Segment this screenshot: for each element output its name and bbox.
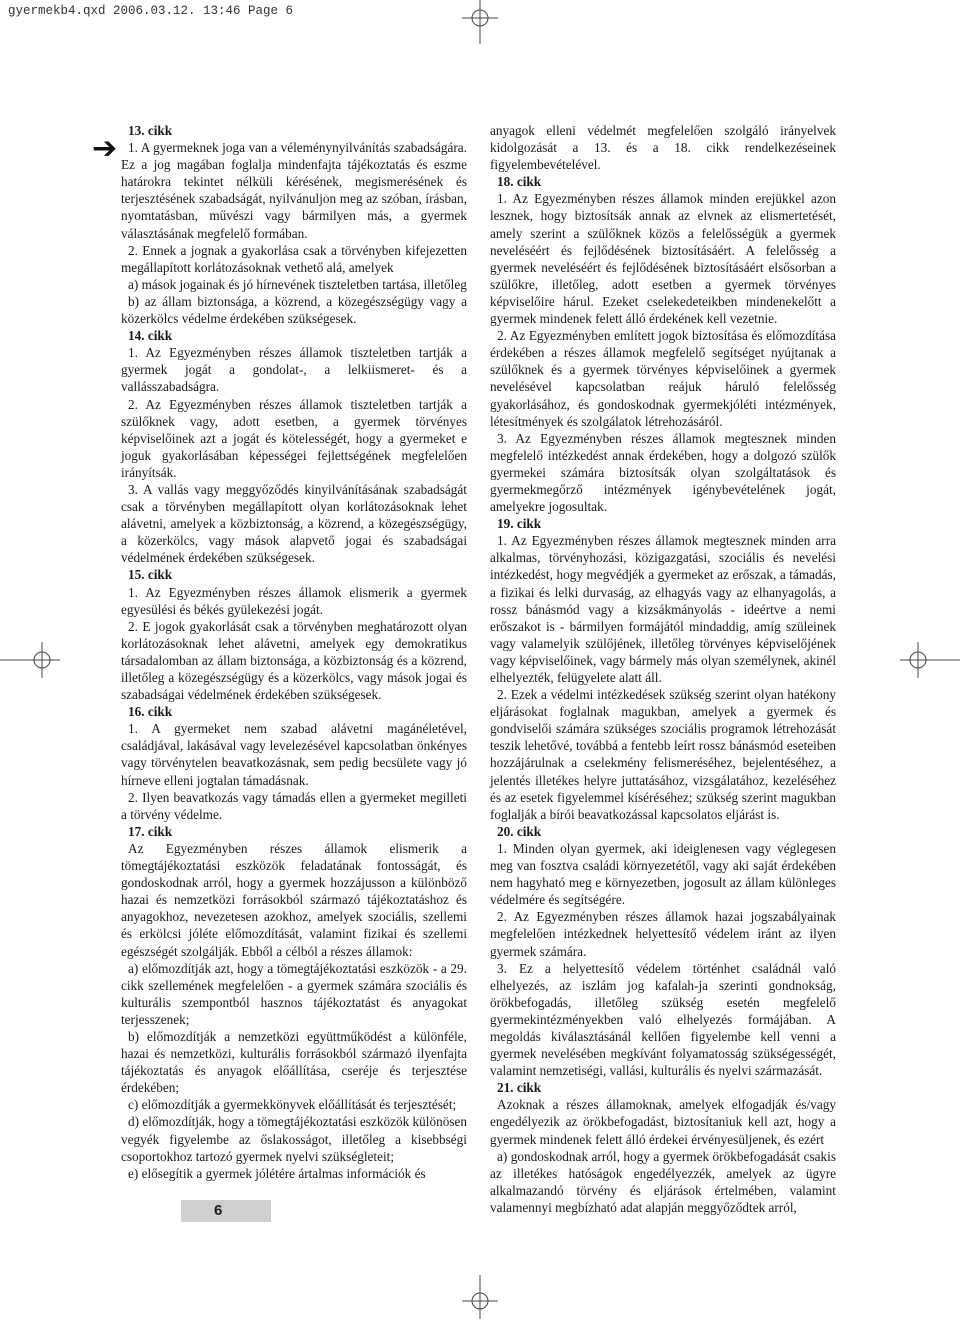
- paragraph: a) előmozdítják azt, hogy a tömegtájékoztatási eszközök - a 29. cikk szellemének megfelelően - a gyermek számára szociális és kulturális szempontból hasznos tájékoztatást és anyagokat terjesszenek;: [121, 960, 467, 1027]
- paragraph: 3. Az Egyezményben részes államok megtesznek minden megfelelő intézkedést annak érdekében, hogy a dolgozó szülők gyermekei számára biztosítsák olyan szolgáltatások és gyermekmegőrző intézmények igénybevételének jogát, amelyekre jogosultak.: [490, 430, 836, 515]
- paragraph: Az Egyezményben részes államok elismerik a tömegtájékoztatási eszközök feladatának fontosságát, és gondoskodnak arról, hogy a gyermek hozzájusson a különböző hazai és nemzetközi forrásokból származó tájékoztatáshoz és anyagokhoz, nevezetesen azokhoz, amelyek szociális, szellemi és erkölcsi jóléte előmozdítását, valamint fizikai és szellemi egészségét szolgálják. Ebből a célból a részes államok:: [121, 840, 467, 959]
- paragraph: 1. A gyermeket nem szabad alávetni magánéletével, családjával, lakásával vagy levelezésével kapcsolatban önkényes vagy törvénytelen beavatkozásnak, sem pedig becsülete vagy jó hírneve elleni jogtalan támadásnak.: [121, 721, 467, 788]
- article-heading: 14. cikk: [128, 328, 173, 344]
- paragraph: 2. Ezek a védelmi intézkedések szükség szerint olyan hatékony eljárásokat foglalnak magukban, amelyek a gyermek és gondviselői számára szükséges szociális programok létrehozását teszik lehetővé, továbbá a fentebb leírt rossz bánásmód eseteiben hozzájárulnak a cselekmény felismeréséhez, bejelentéséhez, a jelentés illetékes helyre juttatásához, vizsgálatához, kezeléséhez és az esetek figyelemmel kíséréséhez; szükség szerint magukban foglalják a bírói beavatkozással kapcsolatos eljárást is.: [490, 687, 836, 822]
- print-slug: gyermekb4.qxd 2006.03.12. 13:46 Page 6: [8, 4, 294, 18]
- left-text-column: [121, 122, 467, 1182]
- paragraph: c) előmozdítják a gyermekkönyvek előállítását és terjesztését;: [128, 1097, 457, 1113]
- crop-mark-right: [900, 620, 960, 700]
- page-number-box: [181, 1200, 271, 1222]
- article-heading: 21. cikk: [497, 1080, 542, 1096]
- paragraph: 1. Az Egyezményben részes államok megtesznek minden arra alkalmas, törvényhozási, közigazgatási, szociális és nevelési intézkedést, hogy megvédjék a gyermeket az erőszak, a támadás, a fizikai és lelki durvaság, az elhagyás vagy az elhanyagolás, a rossz bánásmód vagy a kizsákmányolás - ideértve a nemi erőszakot is - bármilyen formájától mindaddig, amíg szüleinek vagy valamelyik szülőjének, illetőleg törvényes képviselőjének vagy képviselőinek, vagy bármely más olyan személynek, akinél elhelyezték, felügyelete alatt áll.: [490, 533, 836, 685]
- article-heading: 19. cikk: [497, 516, 542, 532]
- paragraph: 2. Az Egyezményben részes államok hazai jogszabályainak megfelelően intézkednek helyettesítő védelem iránt az ilyen gyermek számára.: [490, 909, 836, 959]
- continued-paragraph: anyagok elleni védelmét megfelelően szolgáló irányelvek kidolgozását a 13. és a 18. cikk rendelkezéseinek figyelembevételével.: [490, 123, 836, 173]
- paragraph: a) mások jogainak és jó hírnevének tiszteletben tartása, illetőleg: [128, 276, 467, 292]
- paragraph: 1. Minden olyan gyermek, aki ideiglenesen vagy véglegesen meg van fosztva családi környezetétől, vagy aki saját érdekében nem hagyható meg e környezetben, jogosult az állam különleges védelmére és segítségére.: [490, 840, 836, 908]
- paragraph: a) gondoskodnak arról, hogy a gyermek örökbefogadását csakis az illetékes hatóságok engedélyezzék, amelyek az ügyre alkalmazandó törvény és eljárások értelmében, valamint valamennyi megbízható adat alapján meggyőződtek arról,: [490, 1148, 836, 1215]
- paragraph: 3. Ez a helyettesítő védelem történhet családnál való elhelyezés, az iszlám jog kafalah-ja szerinti gondnokság, örökbefogadás, illetőleg szükség esetén megfelelő gyermekintézményekben való elhelyezés formájában. A megoldás kiválasztásánál kellően figyelembe kell venni a gyermek nevelésében megkívánt folyamatosság szükségességét, valamint nemzetiségi, vallási, kulturális és nyelvi származását.: [490, 960, 836, 1079]
- article-heading: 13. cikk: [128, 123, 173, 138]
- paragraph: d) előmozdítják, hogy a tömegtájékoztatási eszközök különösen vegyék figyelembe az őslakosságot, illetőleg a kisebbségi csoportokhoz tartozó gyermek nyelvi szükségleteit;: [121, 1114, 467, 1164]
- article-heading: 15. cikk: [128, 567, 173, 583]
- paragraph: 2. Ilyen beavatkozás vagy támadás ellen a gyermeket megilleti a törvény védelme.: [121, 789, 467, 822]
- paragraph: 2. Az Egyezményben részes államok tiszteletben tartják a szülőknek vagy, adott esetben, a gyermek törvényes képviselőinek azt a jogát és kötelességét, hogy a gyermeket e joguk gyakorlásában képességei fejlettségének megfelelően irányítsák.: [121, 396, 467, 480]
- crop-mark-top: [440, 0, 520, 44]
- paragraph: b) az állam biztonsága, a közrend, a közegészségügy vagy a közerkölcs védelme érdekében szükségesek.: [121, 293, 467, 327]
- article-heading: 17. cikk: [128, 823, 173, 839]
- paragraph: 1. Az Egyezményben részes államok minden erejükkel azon lesznek, hogy biztosítsák annak az elvnek az elismertetését, amely szerint a szülőknek közös a felelősségük a gyermek neveléséért és fejlődésének biztosításáért. A felelősség a gyermek neveléséért és fejlődésének biztosításáért elsősorban a szülőkre, illetőleg, adott esetben a gyermek törvényes képviselőire hárul. Ezeket cselekedeteikben mindenekelőtt a gyermek mindenek felett álló érdekének kell vezetnie.: [490, 191, 836, 327]
- paragraph: Azoknak a részes államoknak, amelyek elfogadják és/vagy engedélyezik az örökbefogadást, biztosítaniuk kell azt, hogy a gyermek mindenek felett álló érdekei érvényesüljenek, és ezért: [490, 1097, 836, 1147]
- paragraph: 3. A vallás vagy meggyőződés kinyilvánításának szabadságát csak a törvényben megállapított olyan korlátozásoknak lehet alávetni, amelyek a közbiztonság, a közrend, a közegészségügy, a közerkölcs, vagy mások alapvető jogai és szabadságai védelmének érdekében szükségesek.: [121, 481, 467, 566]
- arrow-right-icon: ➔: [92, 131, 118, 166]
- article-heading: 16. cikk: [128, 704, 173, 720]
- paragraph: 1. Az Egyezményben részes államok tiszteletben tartják a gyermek jogát a gondolat-, a lelkiismeret- és a vallásszabadságra.: [121, 345, 467, 395]
- paragraph: e) elősegítik a gyermek jólétére ártalmas információk és: [128, 1165, 426, 1181]
- page-number: 6: [214, 1202, 223, 1219]
- paragraph: 2. Az Egyezményben említett jogok biztosítása és előmozdítása érdekében a részes államok megfelelő segítséget nyújtanak a szülőknek és a gyermek törvényes képviselőinek a gyermek nevelésével kapcsolatban reájuk háruló felelősség gyakorlásához, és gondoskodnak gyermekjóléti intézmények, létesítmények és szolgálatok létrehozásáról.: [490, 328, 836, 429]
- paragraph: 2. E jogok gyakorlását csak a törvényben meghatározott olyan korlátozásoknak lehet alávetni, amelyek egy demokratikus társadalomban az állam biztonsága, a közbiztonság és a közrend, illetőleg a közegészségügy és a közerkölcs, vagy mások jogai és szabadságai védelmének érdekében szükségesek.: [121, 618, 467, 703]
- article-heading: 18. cikk: [497, 174, 542, 190]
- paragraph: 2. Ennek a jognak a gyakorlása csak a törvényben kifejezetten megállapított korlátozásoknak vethető alá, amelyek: [121, 242, 467, 275]
- article-heading: 20. cikk: [497, 823, 542, 839]
- paragraph: 1. Az Egyezményben részes államok elismerik a gyermek egyesülési és békés gyülekezési jogát.: [121, 584, 467, 617]
- paragraph: 1. A gyermeknek joga van a véleménynyilvánítás szabadságára. Ez a jog magában foglalja mindenfajta tájékoztatás és eszme határokra tekintet nélküli kérésének, megismerésének és terjesztésének szabadságát, nyilvánuljon meg az szóban, írásban, nyomtatásban, művészi vagy bármilyen más, a gyermek választásának megfelelő formában.: [121, 140, 467, 241]
- crop-mark-bottom: [440, 1275, 520, 1319]
- paragraph: b) előmozdítják a nemzetközi együttműködést a különféle, hazai és nemzetközi, kulturális forrásokból származó ilyenfajta tájékoztatás és anyagok előállítása, cseréje és terjesztése érdekében;: [121, 1028, 467, 1096]
- right-text-column: [490, 122, 836, 1216]
- crop-mark-left: [0, 620, 60, 700]
